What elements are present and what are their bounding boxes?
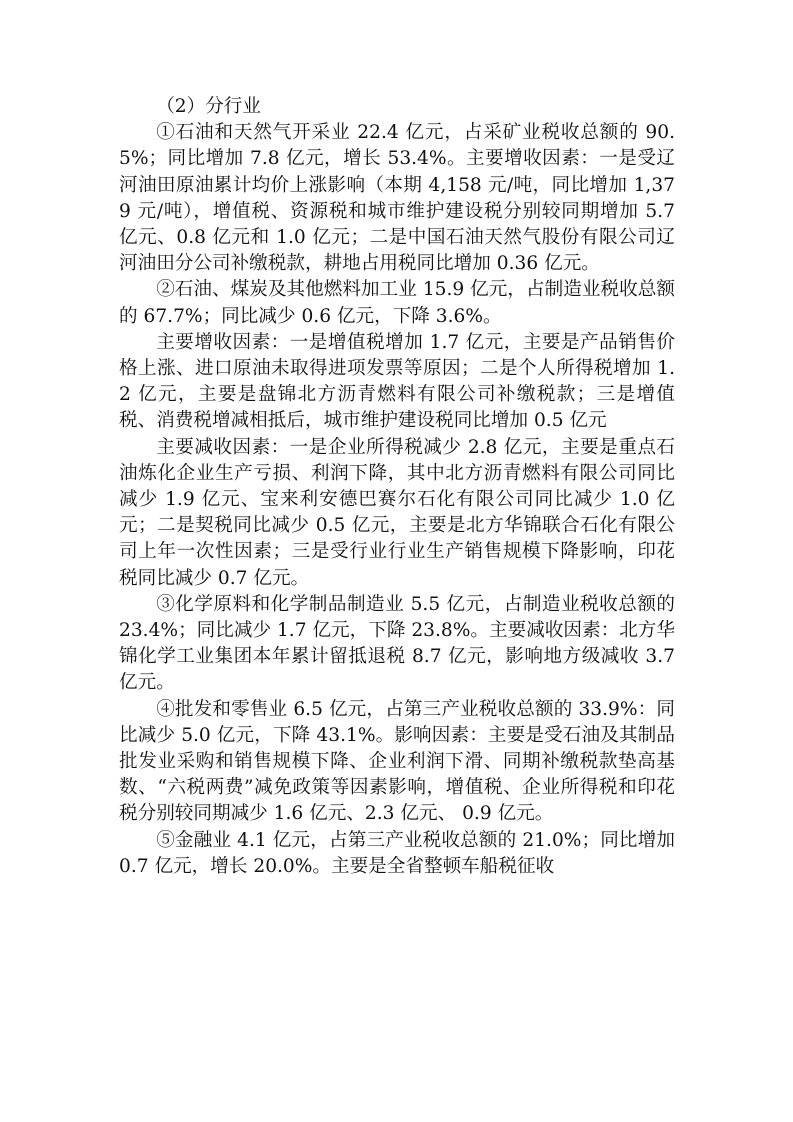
paragraph-finance: ⑤金融业 4.1 亿元，占第三产业税收总额的 21.0%；同比增加 0.7 亿元，增长 20.0%。主要是全省整顿车船税征收 [119,829,675,877]
paragraph-fuel-processing-decrease-factors: 主要减收因素：一是企业所得税减少 2.8 亿元，主要是重点石油炼化企业生产亏损、利润下降，其中北方沥青燃料有限公司同比减少 1.9 亿元、宝来利安德巴赛尔石化有限公司同比减少 1.0 亿元；二是契税同比减少 0.5 亿元，主要是北方华锦联合石化有限公司上年一次性因素；三是受行业行业生产销售规模下降影响，印花税同比减少 0.7 亿元。 [119,436,675,589]
section-heading: （2）分行业 [156,96,261,117]
paragraph-fuel-processing-increase-factors: 主要增收因素：一是增值税增加 1.7 亿元，主要是产品销售价格上涨、进口原油未取得进项发票等原因；二是个人所得税增加 1.2 亿元，主要是盘锦北方沥青燃料有限公司补缴税款；三是增值税、消费税增减相抵后，城市维护建设税同比增加 0.5 亿元 [119,331,675,432]
paragraph-oil-gas-extraction: ①石油和天然气开采业 22.4 亿元，占采矿业税收总额的 90.5%；同比增加 7.8 亿元，增长 53.4%。主要增收因素：一是受辽河油田原油累计均价上涨影响（本期 4,158 元/吨，同比增加 1,379 元/吨），增值税、资源税和城市维护建设税分别较同期增加 5.7 亿元、0.8 亿元和 1.0 亿元；二是中国石油天然气股份有限公司辽河油田分公司补缴税款，耕地占用税同比增加 0.36 亿元。 [119,122,675,275]
paragraph-chemical-manufacturing: ③化学原料和化学制品制造业 5.5 亿元，占制造业税收总额的 23.4%；同比减少 1.7 亿元，下降 23.8%。主要减收因素：北方华锦化学工业集团本年累计留抵退税 8.7 亿元，影响地方级减收 3.7 亿元。 [119,593,675,694]
paragraph-fuel-processing: ②石油、煤炭及其他燃料加工业 15.9 亿元，占制造业税收总额的 67.7%；同比减少 0.6 亿元，下降 3.6%。 [119,279,675,327]
paragraph-wholesale-retail: ④批发和零售业 6.5 亿元，占第三产业税收总额的 33.9%：同比减少 5.0 亿元，下降 43.1%。影响因素：主要是受石油及其制品批发业采购和销售规模下降、企业利润下滑、同期补缴税款垫高基数、“六税两费”减免政策等因素影响，增值税、企业所得税和印花税分别较同期减少 1.6 亿元、2.3 亿元、 0.9 亿元。 [119,698,675,825]
document-body [119,94,675,880]
